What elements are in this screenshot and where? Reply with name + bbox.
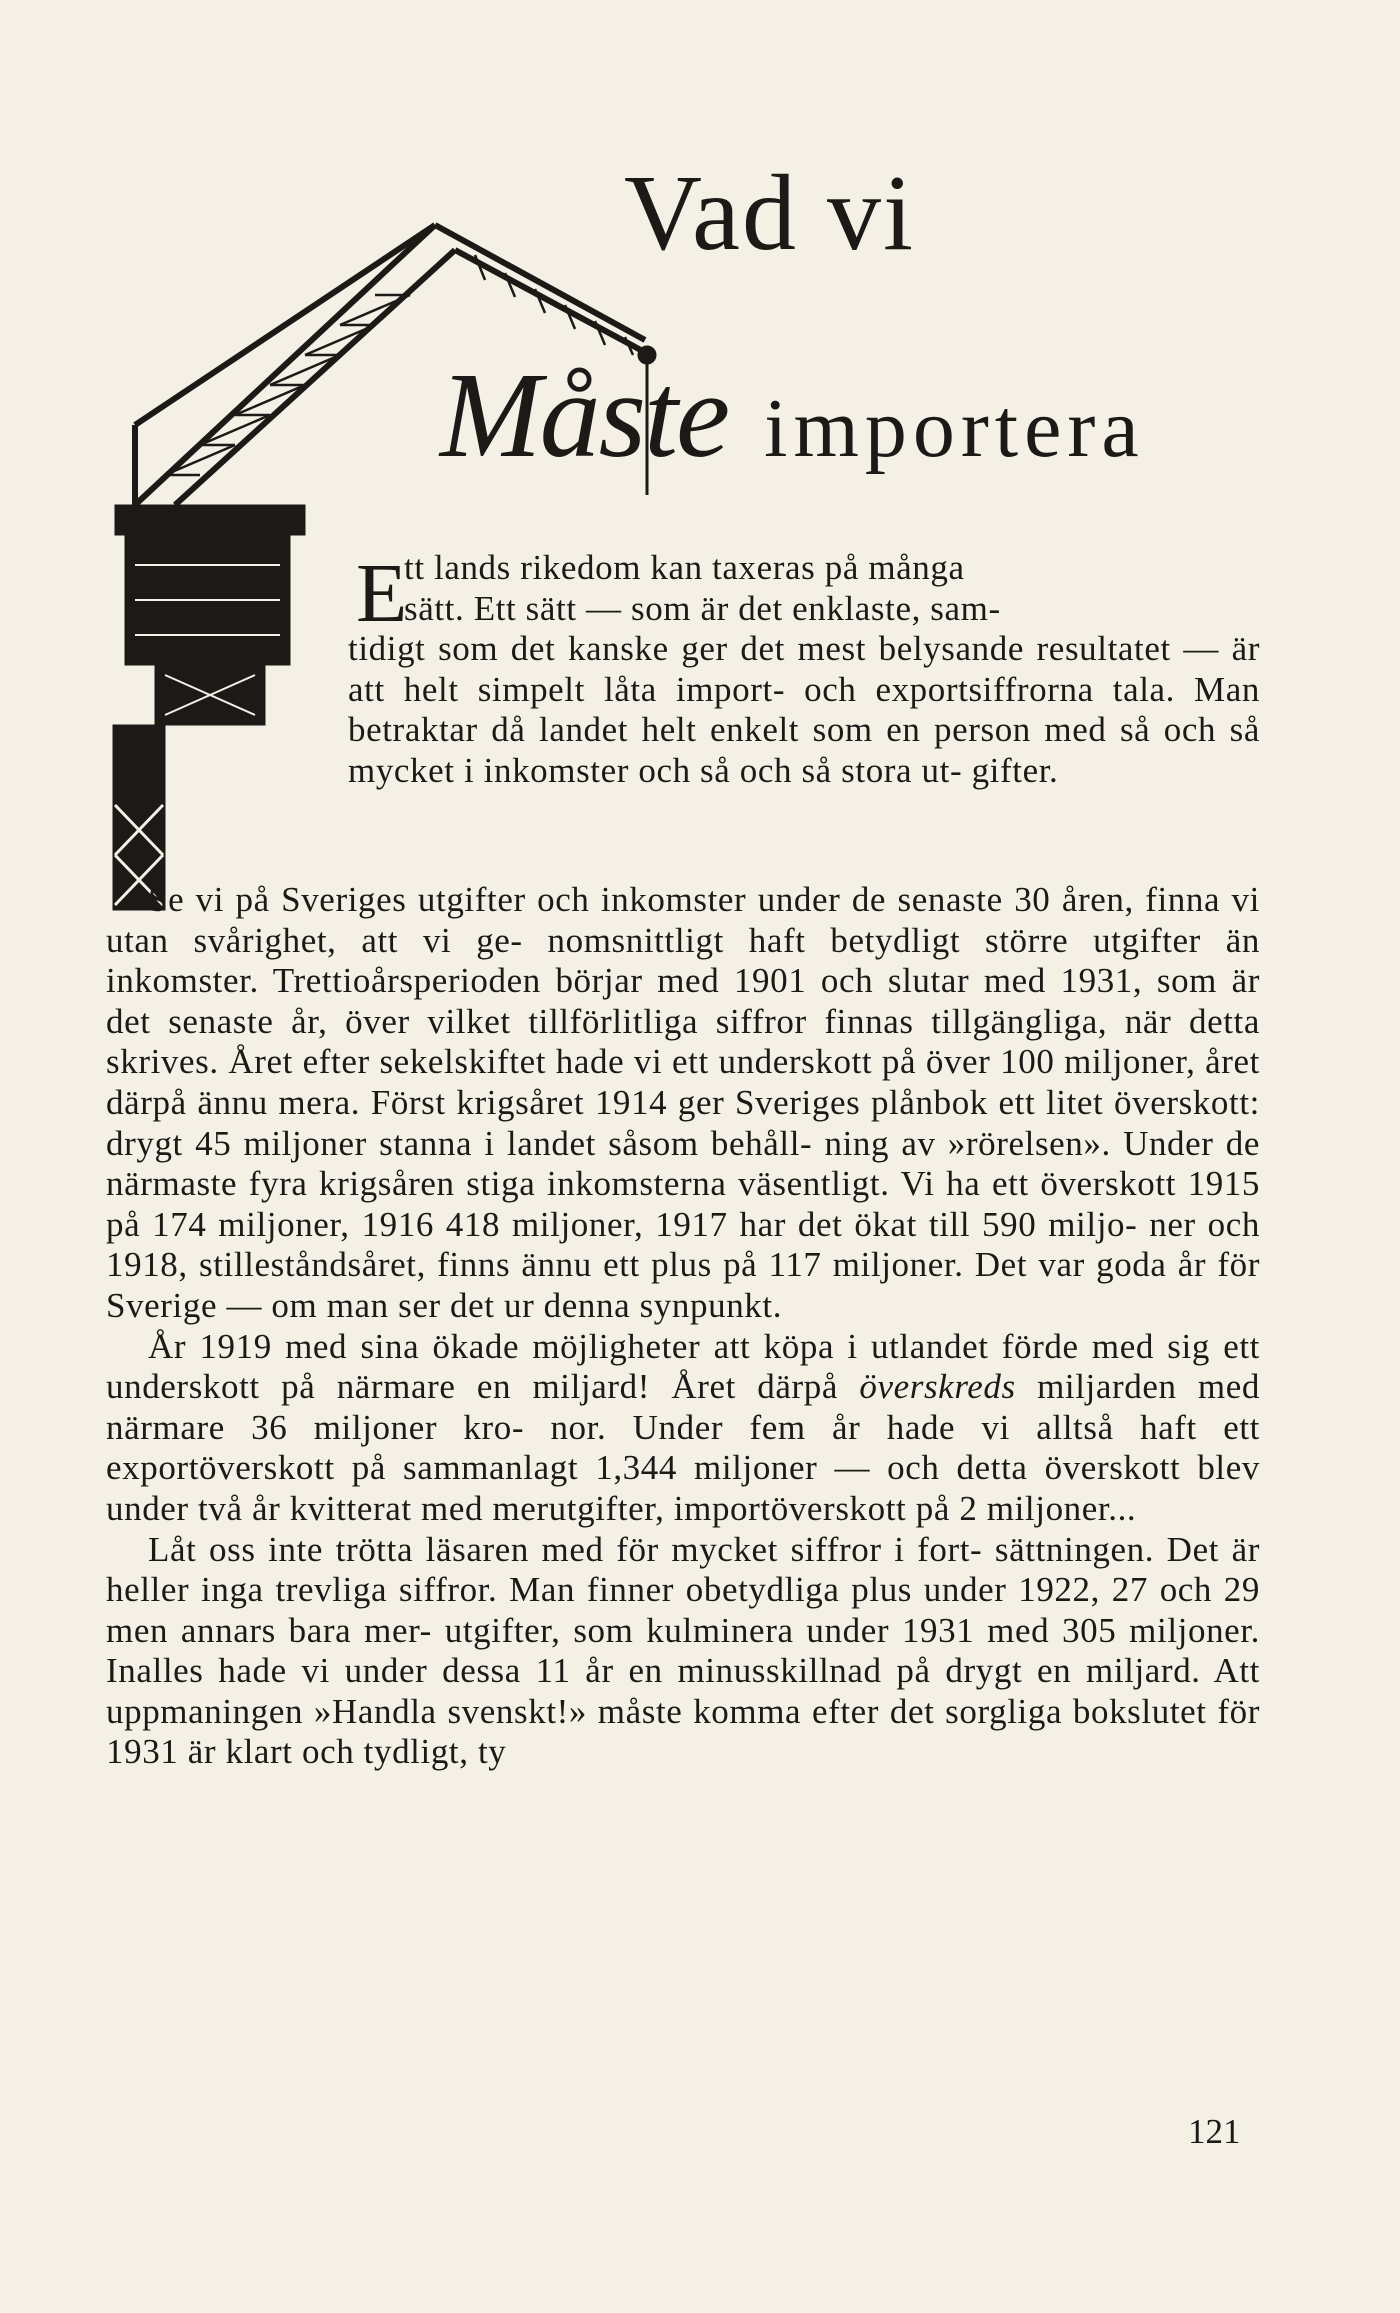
paragraph-3-part-b: miljarden med närmare 36 miljoner kro- nor. Under fem år hade vi alltså haft ett exportöverskott på sammanlagt 1,344 miljoner — och detta överskott blev under två år kvitterat med merutgifter, importöverskott på 2 miljoner...: [106, 1367, 1260, 1528]
paragraph-2: Se vi på Sveriges utgifter och inkomster under de senaste 30 åren, finna vi utan svårighet, att vi ge- nomsnittligt haft betydligt större utgifter än inkomster. Trettioårsperioden börjar med 1901 och slutar med 1931, som är det senaste år, över vilket tillförlitliga siffror finnas tillgängliga, när detta skrives. Året efter sekelskiftet hade vi ett underskott på över 100 miljoner, året därpå ännu mera. Först krigsåret 1914 ger Sveriges plånbok ett litet överskott: drygt 45 miljoner stanna i landet såsom behåll- ning av »rörelsen». Under de närmaste fyra krigsåren stiga inkomsterna väsentligt. Vi ha ett överskott 1915 på 174 miljoner, 1916 418 miljoner, 1917 har det ökat till 590 miljo- ner och 1918, stilleståndsåret, finns ännu ett plus på 117 miljoner. Det var goda år för Sverige — om man ser det ur denna synpunkt.: [106, 880, 1260, 1325]
page-title-line2: [440, 348, 1145, 483]
intro-rest: tidigt som det kanske ger det mest belysande resultatet — är att helt simpelt låta import- och exportsiffrorna tala. Man betraktar då landet helt enkelt som en person med så och så mycket i inkomster och så och så stora ut- gifter.: [348, 629, 1260, 790]
intro-paragraph: [348, 548, 1260, 792]
paragraph-3: [106, 1327, 1260, 1530]
page-title-rest: importera: [764, 382, 1145, 475]
intro-line-1: tt lands rikedom kan taxeras på många: [404, 548, 965, 587]
paragraph-3-emphasis: överskreds: [859, 1367, 1016, 1407]
page-title-script-word: Måste: [440, 348, 729, 483]
page-number: 121: [1188, 2112, 1241, 2151]
paragraph-4: Låt oss inte trötta läsaren med för mycket siffror i fort- sättningen. Det är heller inga trevliga siffror. Man finner obetydliga plus under 1922, 27 och 29 men annars bara mer- utgifter, som kulminera under 1931 med 305 miljoner. Inalles hade vi under dessa 11 år en minusskillnad på drygt en miljard. Att uppmaningen »Handla svenskt!» måste komma efter det sorgliga bokslutet för 1931 är klart och tydligt, ty: [106, 1529, 1260, 1772]
page-title-line1: [624, 154, 915, 273]
body-text: [106, 880, 1260, 1773]
paragraph-3-part-a: År 1919 med sina ökade möjligheter att köpa i utlandet förde med sig ett underskott på närmare en miljard! Året därpå: [106, 1326, 1260, 1407]
intro-line-2: sätt. Ett sätt — som är det enklaste, sam-: [404, 588, 1001, 628]
dropcap: E: [356, 547, 408, 640]
page-title-text: Vad vi: [624, 154, 915, 273]
